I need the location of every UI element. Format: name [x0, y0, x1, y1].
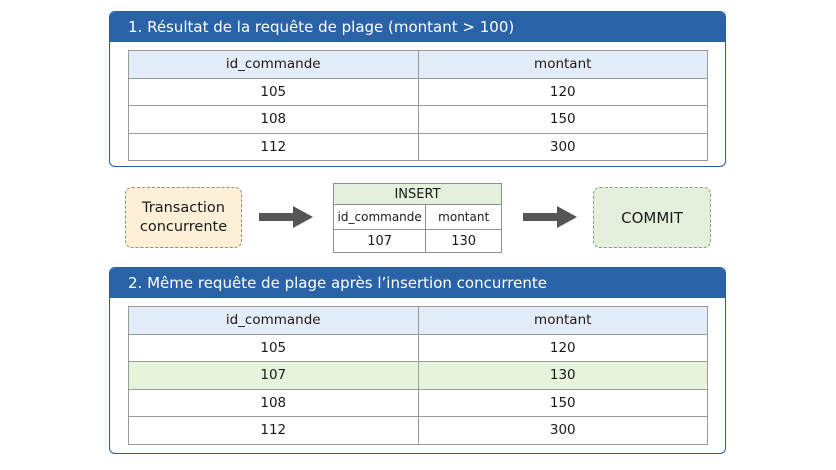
insert-column-montant: montant	[426, 205, 501, 229]
insert-cell-id-commande: 107	[334, 229, 426, 253]
cell-montant: 150	[418, 106, 708, 134]
column-header-montant: montant	[418, 307, 708, 335]
cell-montant: 120	[418, 334, 708, 362]
cell-montant: 300	[418, 133, 708, 161]
table-header-row	[129, 51, 708, 79]
table-row	[129, 334, 708, 362]
insert-header-row	[334, 205, 501, 229]
range-query-after-insert-panel	[109, 267, 726, 454]
column-header-montant: montant	[418, 51, 708, 79]
table-header-row	[129, 307, 708, 335]
cell-id-commande: 107	[129, 362, 419, 390]
result-table	[128, 306, 708, 445]
table-row	[129, 106, 708, 134]
insert-box	[333, 183, 502, 253]
cell-montant: 120	[418, 78, 708, 106]
phantom-row	[129, 362, 708, 390]
result-table	[128, 50, 708, 161]
table-row	[129, 389, 708, 417]
cell-id-commande: 112	[129, 417, 419, 445]
insert-title: INSERT	[334, 184, 501, 205]
range-query-result-panel	[109, 11, 726, 167]
cell-montant: 130	[418, 362, 708, 390]
table-row	[129, 78, 708, 106]
concurrent-transaction-box	[125, 187, 242, 248]
cell-id-commande: 105	[129, 78, 419, 106]
column-header-id-commande: id_commande	[129, 51, 419, 79]
insert-row	[334, 229, 501, 253]
commit-box	[593, 187, 711, 248]
table-row	[129, 133, 708, 161]
panel-title: 2. Même requête de plage après l’insertion concurrente	[110, 268, 725, 298]
insert-table	[334, 205, 501, 253]
column-header-id-commande: id_commande	[129, 307, 419, 335]
commit-label: COMMIT	[621, 208, 683, 227]
arrow-right-icon	[259, 206, 313, 228]
cell-id-commande: 108	[129, 106, 419, 134]
cell-id-commande: 108	[129, 389, 419, 417]
arrow-right-icon	[523, 206, 577, 228]
panel-title: 1. Résultat de la requête de plage (montant > 100)	[110, 12, 725, 42]
cell-id-commande: 112	[129, 133, 419, 161]
table-row	[129, 417, 708, 445]
transaction-label: Transaction concurrente	[139, 199, 228, 235]
insert-column-id-commande: id_commande	[334, 205, 426, 229]
insert-cell-montant: 130	[451, 233, 477, 249]
cell-id-commande: 105	[129, 334, 419, 362]
cell-montant: 300	[418, 417, 708, 445]
cell-montant: 150	[418, 389, 708, 417]
